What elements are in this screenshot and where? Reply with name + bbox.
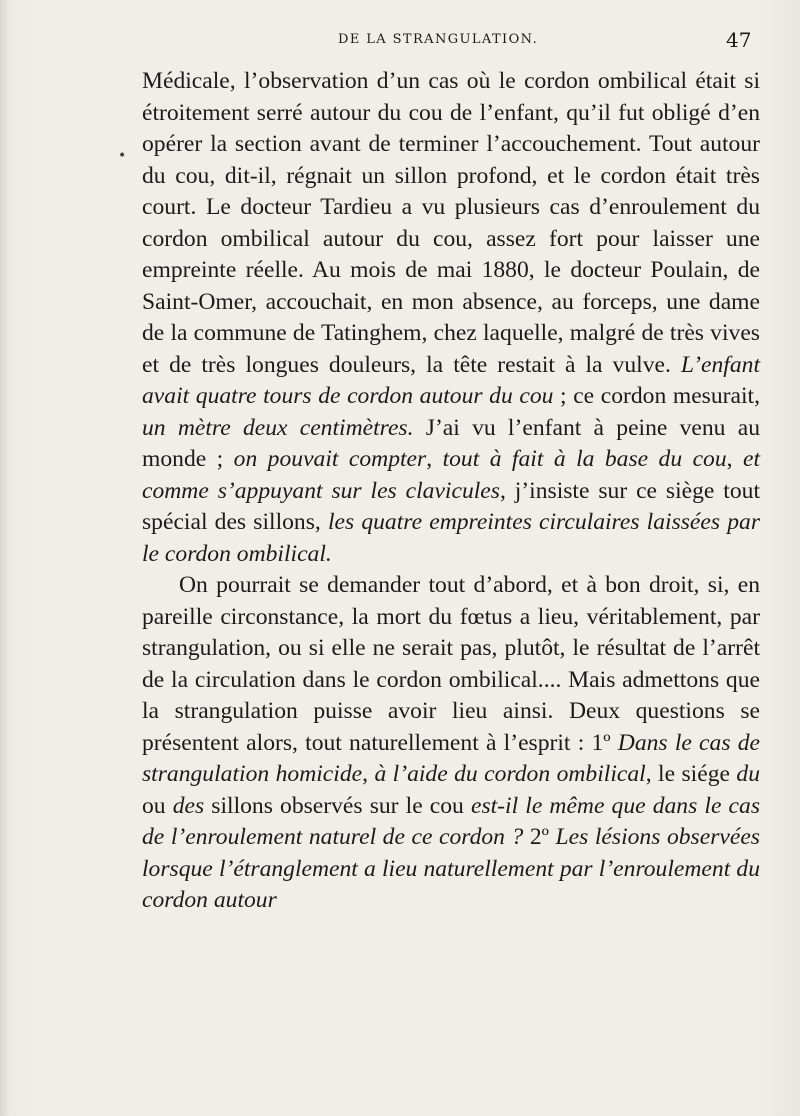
- paragraph-2: [142, 570, 760, 917]
- italic-run: tout à fait à la base du cou: [442, 446, 727, 472]
- italic-run: un mètre deux centimètres.: [142, 414, 414, 441]
- italic-run: Dans le cas de strangulation homicide: [142, 729, 760, 787]
- italic-run: et comme s’appuyant sur les clavicules: [142, 446, 761, 504]
- italic-run: à l’aide du cordon ombilical: [374, 761, 646, 787]
- body-text: [142, 66, 760, 917]
- text-run: , j’insiste sur ce siège tout spécial des sillons,: [142, 477, 760, 535]
- italic-run: L’enfant avait quatre tours de cordon autour du cou: [142, 351, 760, 409]
- text-run: ,: [362, 761, 375, 787]
- text-run: sillons observés sur le cou: [204, 792, 471, 819]
- italic-run: est-il le même que dans le cas de l’enroulement naturel de ce cordon ?: [142, 792, 760, 850]
- page-header: [0, 28, 800, 56]
- paragraph-1: [142, 66, 760, 570]
- text-run: ,: [726, 446, 743, 472]
- text-run: J’ai vu l’enfant à peine venu au monde ;: [142, 414, 760, 472]
- text-run: On pourrait se demander tout d’abord, et à bon droit, si, en pareille circonstance, la mort du fœtus a lieu, véritablement, par strangulation, ou si elle ne serait pas, plutôt, le résultat de l’arrêt de la circulation dans le cordon ombilical.... Mais admettons que la strangulation puisse avoir lieu ainsi. Deux questions se présentent alors, tout naturellement à l’esprit : 1º: [142, 572, 760, 756]
- italic-run: on pouvait compter: [233, 446, 427, 472]
- text-run: ; ce cordon mesurait,: [553, 383, 760, 409]
- italic-run: du: [736, 761, 761, 787]
- page-number: 47: [726, 28, 752, 52]
- text-run: ou: [142, 792, 173, 819]
- italic-run: les quatre empreintes circulaires laissées par le cordon ombilical.: [142, 509, 760, 567]
- italic-run: des: [172, 792, 205, 819]
- margin-dot: •: [118, 148, 127, 164]
- text-run: , le siége: [645, 761, 737, 787]
- italic-run: Les lésions observées lorsque l’étranglement a lieu naturellement par l’enroulement du cordon autour: [142, 824, 760, 913]
- running-title: DE LA STRANGULATION.: [338, 32, 539, 47]
- text-run: 2º: [523, 824, 556, 850]
- text-run: Médicale, l’observation d’un cas où le cordon ombilical était si étroitement serré autour du cou de l’enfant, qu’il fut obligé d’en opérer la section avant de terminer l’accouchement. Tout autour du cou, dit-il, régnait un sillon profond, et le cordon était très court. Le docteur Tardieu a vu plusieurs cas d’enroulement du cordon ombilical autour du cou, assez fort pour laisser une empreinte réelle. Au mois de mai 1880, le docteur Poulain, de Saint-Omer, accouchait, en mon absence, au forceps, une dame de la commune de Tatinghem, chez laquelle, malgré de très vives et de très longues douleurs, la tête restait à la vulve.: [142, 68, 760, 378]
- text-run: ,: [426, 446, 443, 472]
